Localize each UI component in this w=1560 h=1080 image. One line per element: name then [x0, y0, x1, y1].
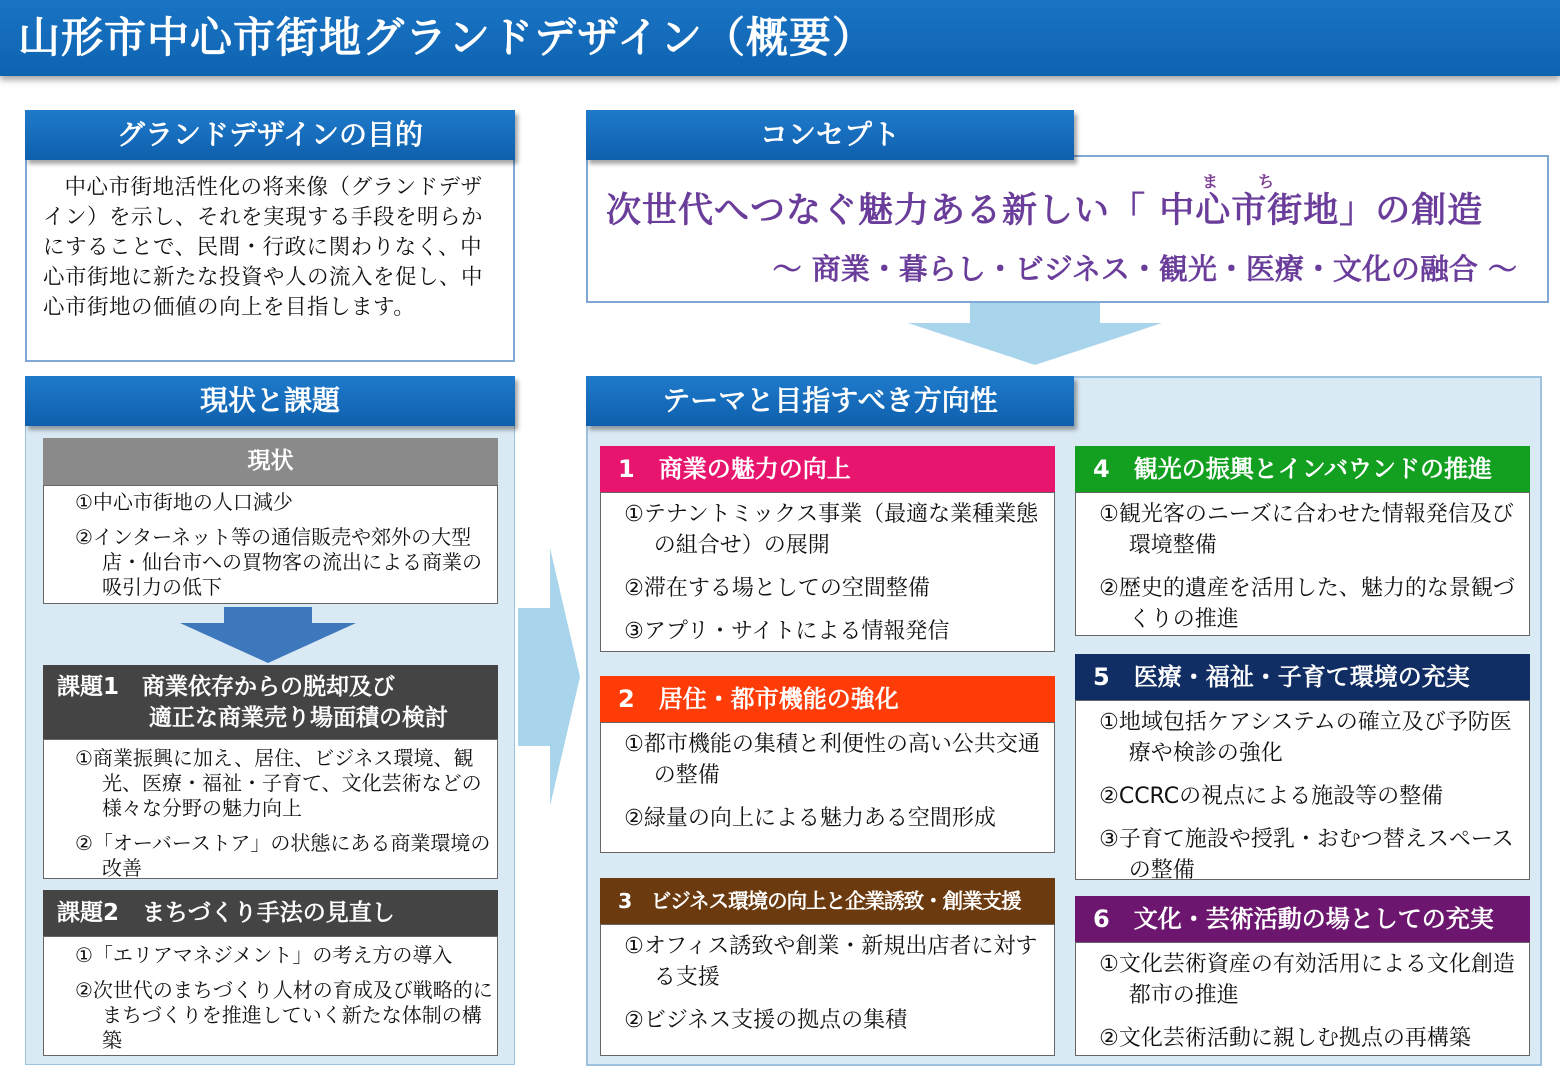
status-box [43, 485, 498, 604]
theme4-item: ①観光客のニーズに合わせた情報発信及び環境整備 [1099, 502, 1514, 558]
issue2-box [43, 936, 498, 1056]
theme3-body [600, 924, 1055, 1056]
theme1-item: ②滞在する場としての空間整備 [624, 576, 930, 601]
theme5-item: ①地域包括ケアシステムの確立及び予防医療や検診の強化 [1099, 710, 1512, 766]
theme6-item: ②文化芸術活動に親しむ拠点の再構築 [1099, 1026, 1471, 1051]
theme4-header: 4 観光の振興とインバウンドの推進 [1075, 446, 1530, 492]
theme3-header: 3 ビジネス環境の向上と企業誘致・創業支援 [600, 878, 1055, 924]
theme2-item: ②緑量の向上による魅力ある空間形成 [624, 806, 996, 831]
theme2-body [600, 722, 1055, 853]
theme1-item: ①テナントミックス事業（最適な業種業態の組合せ）の展開 [624, 502, 1039, 558]
status-item: ②インターネット等の通信販売や郊外の大型店・仙台市への買物客の流出による商業の吸引力の低下 [75, 525, 482, 599]
down-arrow-icon [908, 303, 1162, 365]
theme1-header: 1 商業の魅力の向上 [600, 446, 1055, 492]
theme6-header: 6 文化・芸術活動の場としての充実 [1075, 896, 1530, 942]
ruby-ma: ま [1202, 172, 1220, 191]
issue1-header: 課題1 商業依存からの脱却及び 適正な商業売り場面積の検討 [43, 665, 498, 739]
theme5-header: 5 医療・福祉・子育て環境の充実 [1075, 654, 1530, 700]
issue1-item: ②「オーバーストア」の状態にある商業環境の改善 [75, 831, 491, 880]
down-arrow-icon [180, 607, 356, 663]
theme1-body [600, 492, 1055, 652]
theme5-body [1075, 700, 1530, 883]
concept-header: コンセプト [586, 110, 1074, 160]
issue1-item: ①商業振興に加え、居住、ビジネス環境、観光、医療・福祉・子育て、文化芸術などの様々な分野の魅力向上 [75, 746, 482, 820]
concept-box [586, 155, 1549, 303]
theme3-item: ②ビジネス支援の拠点の集積 [624, 1008, 908, 1033]
theme2-item: ①都市機能の集積と利便性の高い公共交通の整備 [624, 732, 1040, 788]
page-title: 山形市中心市街地グランドデザイン（概要） [0, 0, 1560, 76]
purpose-header: グランドデザインの目的 [25, 110, 515, 160]
ruby-chi: ち [1258, 172, 1276, 191]
theme6-body [1075, 942, 1530, 1056]
theme4-body [1075, 492, 1530, 636]
theme2-header: 2 居住・都市機能の強化 [600, 676, 1055, 722]
purpose-text: 中心市街地活性化の将来像（グランドデザイン）を示し、それを実現する手段を明らかにすることで、民間・行政に関わりなく、中心市街地に新たな投資や人の流入を促し、中心市街地の価値の向上を目指します。 [43, 175, 484, 320]
theme4-item: ②歴史的遺産を活用した、魅力的な景観づくりの推進 [1099, 576, 1515, 632]
status-header: 現状 [43, 438, 498, 485]
concept-main-text: 次世代へつなぐ魅力ある新しい「 ま ち 中心市街地」の創造 [606, 183, 1531, 233]
theme3-item: ①オフィス誘致や創業・新規出店者に対する支援 [624, 934, 1038, 990]
issue2-item: ②次世代のまちづくり人材の育成及び戦略的にまちづくりを推進していく新たな体制の構築 [75, 978, 493, 1052]
purpose-box [25, 155, 515, 362]
theme5-item: ②CCRCの視点による施設等の整備 [1099, 784, 1444, 809]
concept-subtitle: ～ 商業・暮らし・ビジネス・観光・医療・文化の融合 ～ [772, 252, 1517, 286]
status-item: ①中心市街地の人口減少 [75, 490, 293, 514]
issue2-item: ①「エリアマネジメント」の考え方の導入 [75, 943, 453, 967]
current-issues-header: 現状と課題 [25, 376, 515, 426]
theme6-item: ①文化芸術資産の有効活用による文化創造都市の推進 [1099, 952, 1515, 1008]
issue1-box [43, 739, 498, 879]
themes-header: テーマと目指すべき方向性 [586, 376, 1074, 426]
issue2-header: 課題2 まちづくり手法の見直し [43, 890, 498, 936]
theme1-item: ③アプリ・サイトによる情報発信 [624, 619, 950, 644]
right-arrow-icon [518, 548, 580, 806]
theme5-item: ③子育て施設や授乳・おむつ替えスペースの整備 [1099, 827, 1514, 883]
